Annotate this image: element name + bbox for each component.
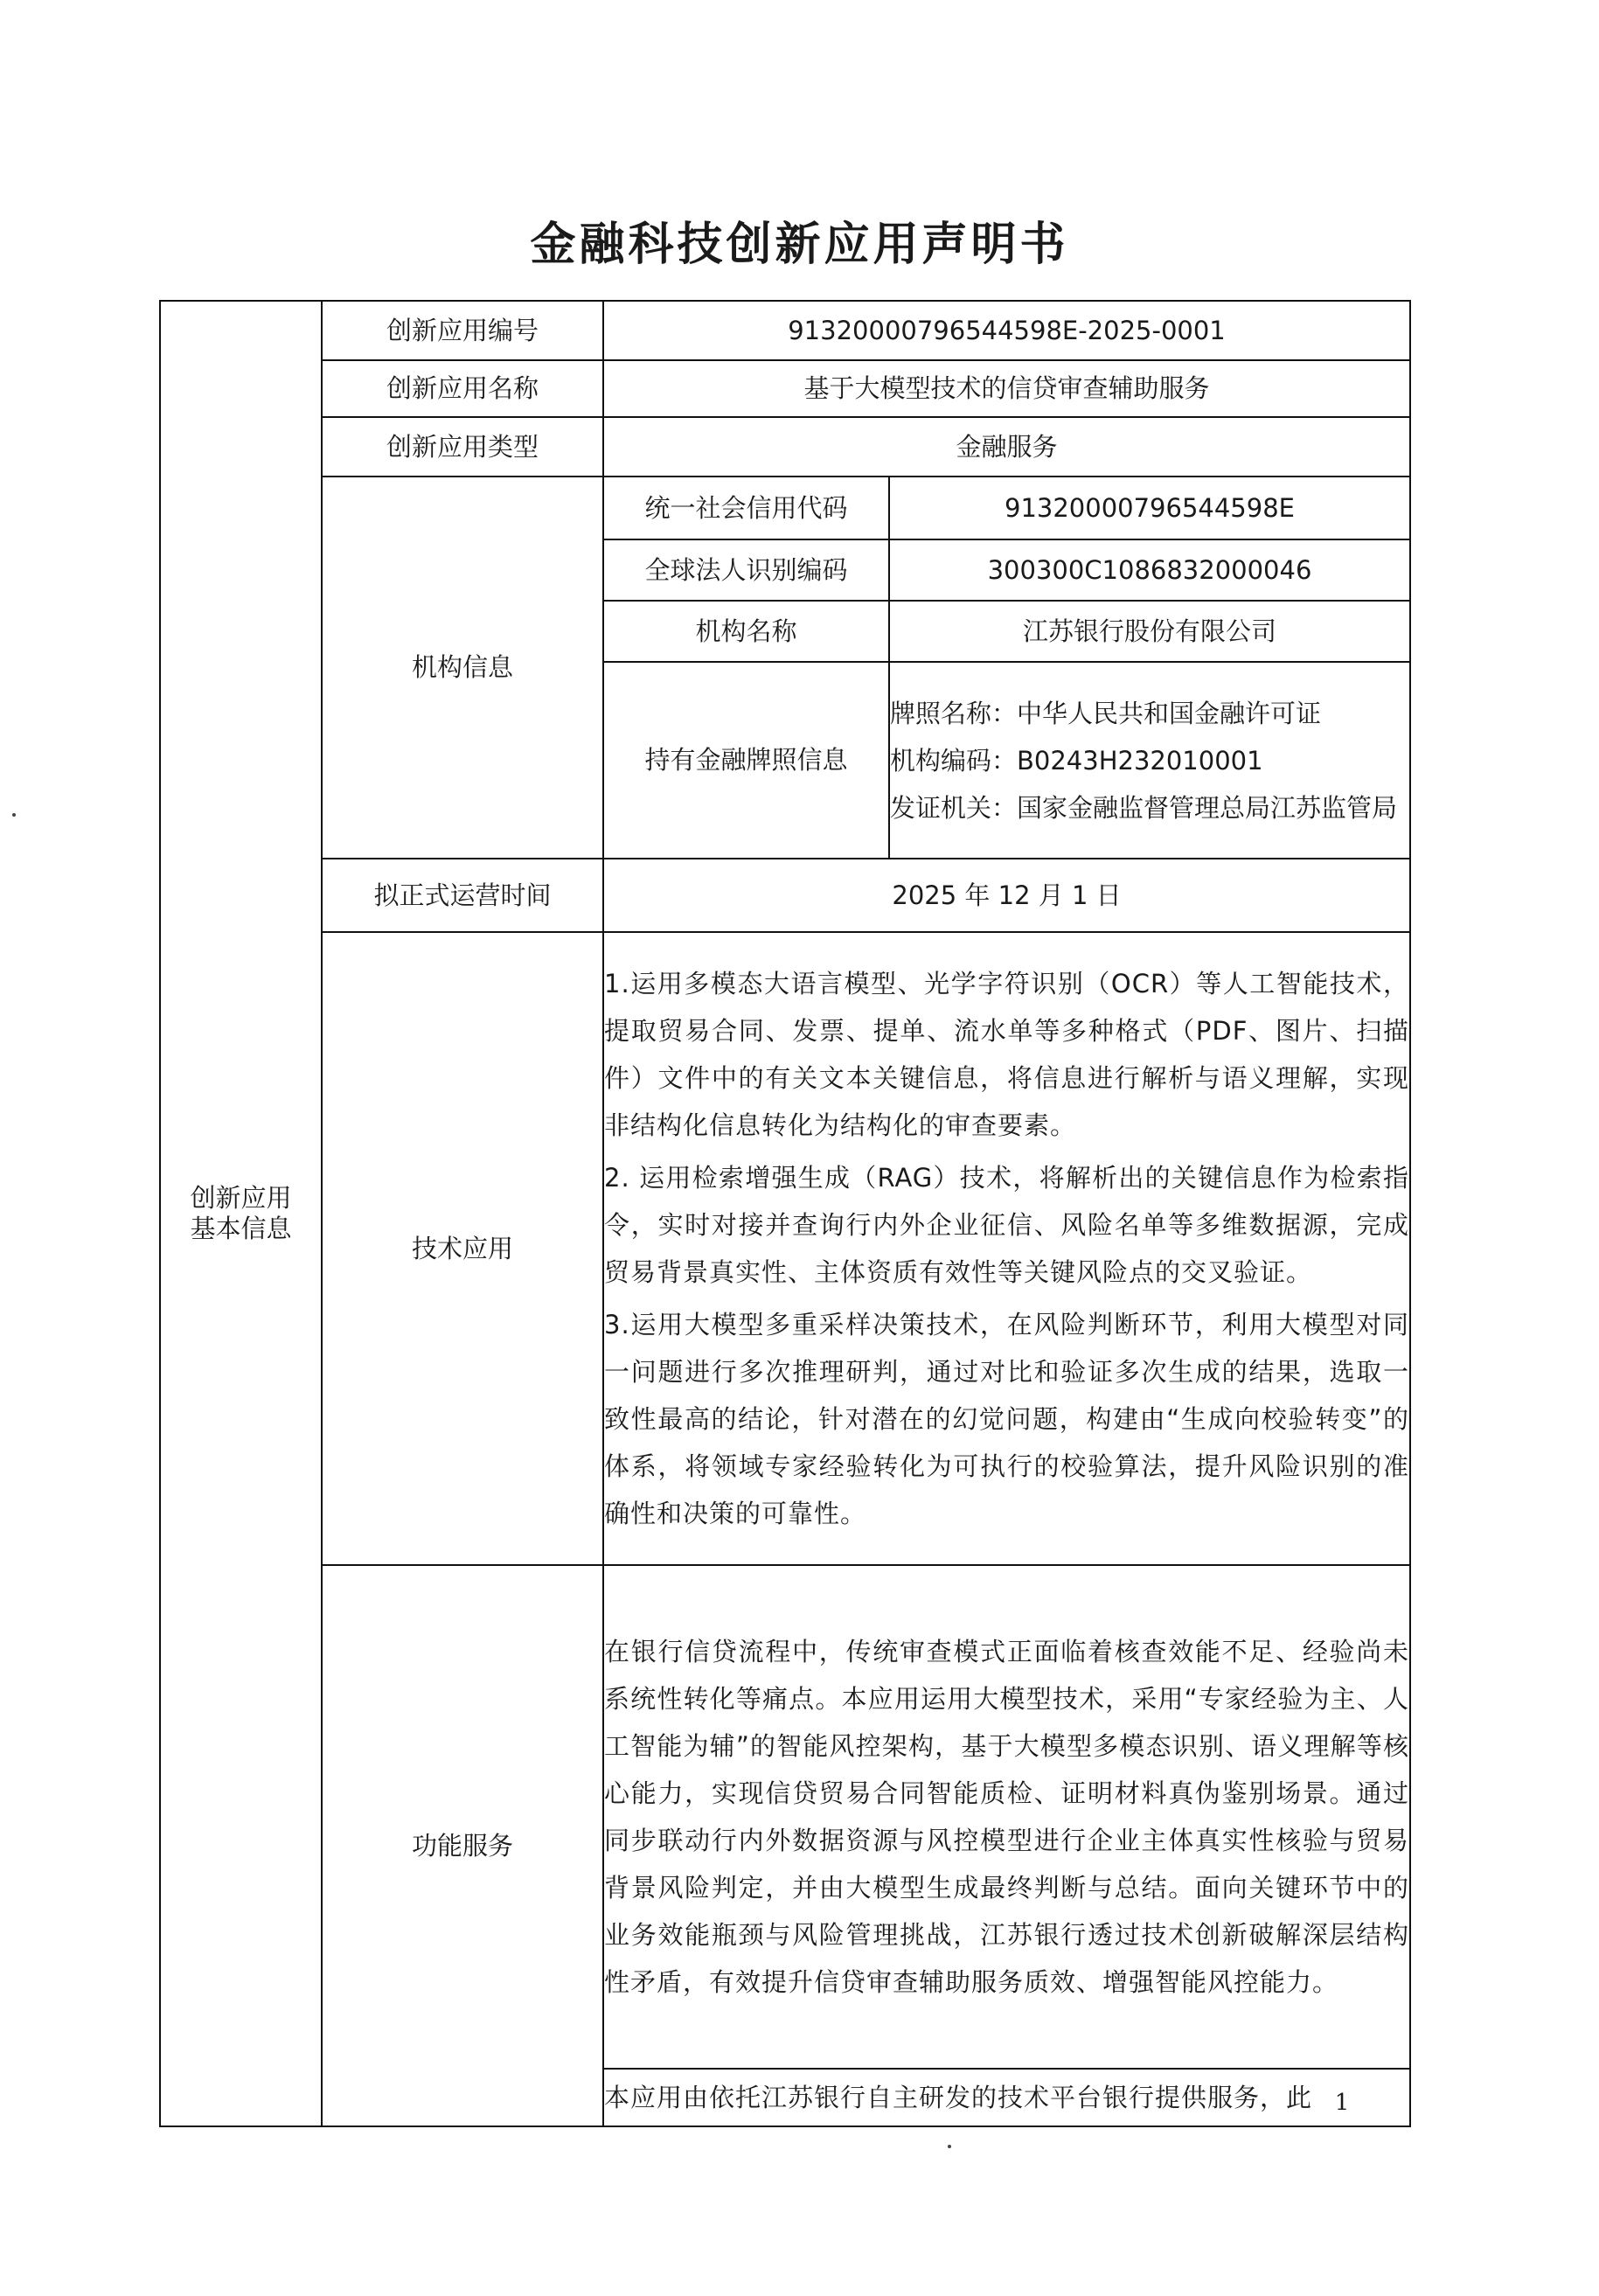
value-lei: 300300C1086832000046 [889, 539, 1410, 601]
license-issuer: 发证机关：国家金融监督管理总局江苏监管局 [890, 792, 1398, 823]
value-org-name: 江苏银行股份有限公司 [889, 601, 1410, 662]
label-app-name: 创新应用名称 [322, 360, 603, 417]
scan-speck [12, 813, 16, 817]
row-operation-time [160, 859, 1410, 932]
section-basic-info [160, 301, 322, 2126]
label-lei: 全球法人识别编码 [603, 539, 889, 601]
label-credit-code: 统一社会信用代码 [603, 477, 889, 539]
row-tech-application [160, 932, 1410, 1565]
function-paragraph: 在银行信贷流程中，传统审查模式正面临着核查效能不足、经验尚未系统性转化等痛点。本应用运用大模型技术，采用“专家经验为主、人工智能为辅”的智能风控架构，基于大模型多模态识别、语义理解等核心能力，实现信贷贸易合同智能质检、证明材料真伪鉴别场景。通过同步联动行内外数据资源与风控模型进行企业主体真实性核验与贸易背景风险判定，并由大模型生成最终判断与总结。面向关键环节中的业务效能瓶颈与风险管理挑战，江苏银行透过技术创新破解深层结构性矛盾，有效提升信贷审查辅助服务质效、增强智能风控能力。 [604, 1637, 1409, 1997]
label-function-service: 功能服务 [322, 1565, 603, 2126]
section-label-line-1: 创新应用 [190, 1183, 292, 1214]
license-org-code: 机构编码：B0243H232010001 [890, 745, 1263, 776]
tech-paragraph: 2. 运用检索增强生成（RAG）技术，将解析出的关键信息作为检索指令，实时对接并查询行内外企业征信、风险名单等多维数据源，完成贸易背景真实性、主体资质有效性等关键风险点的交叉验证。 [604, 1163, 1409, 1287]
section-label-line-2: 基本信息 [190, 1214, 292, 1243]
row-app-number [160, 301, 1410, 360]
value-tech-application [603, 932, 1410, 1565]
value-app-number: 91320000796544598E-2025-0001 [603, 301, 1410, 360]
tech-paragraph: 1.运用多模态大语言模型、光学字符识别（OCR）等人工智能技术，提取贸易合同、发票、提单、流水单等多种格式（PDF、图片、扫描件）文件中的有关文本关键信息，将信息进行解析与语义理解，实现非结构化信息转化为结构化的审查要素。 [604, 969, 1409, 1140]
value-function-service-cont [603, 2069, 1410, 2126]
function-paragraph: 本应用由依托江苏银行自主研发的技术平台银行提供服务，此 [604, 2083, 1313, 2112]
value-credit-code: 91320000796544598E [889, 477, 1410, 539]
value-function-service [603, 1565, 1410, 2069]
label-license: 持有金融牌照信息 [603, 662, 889, 859]
document-title: 金融科技创新应用声明书 [530, 219, 1069, 271]
tech-paragraph: 3.运用大模型多重采样决策技术，在风险判断环节，利用大模型对同一问题进行多次推理研判，通过对比和验证多次生成的结果，选取一致性最高的结论，针对潜在的幻觉问题，构建由“生成向校验转变”的体系，将领域专家经验转化为可执行的校验算法，提升风险识别的准确性和决策的可靠性。 [604, 1310, 1409, 1528]
label-app-number: 创新应用编号 [322, 301, 603, 360]
scan-speck [948, 2145, 951, 2148]
value-app-type: 金融服务 [603, 417, 1410, 477]
value-app-name: 基于大模型技术的信贷审查辅助服务 [603, 360, 1410, 417]
label-app-type: 创新应用类型 [322, 417, 603, 477]
row-app-name [160, 360, 1410, 417]
label-operation-time: 拟正式运营时间 [322, 859, 603, 932]
value-license [889, 662, 1410, 859]
label-tech-application: 技术应用 [322, 932, 603, 1565]
label-org-name: 机构名称 [603, 601, 889, 662]
row-app-type [160, 417, 1410, 477]
value-operation-time: 2025 年 12 月 1 日 [603, 859, 1410, 932]
label-org-info: 机构信息 [322, 477, 603, 859]
declaration-table [159, 300, 1411, 2127]
row-credit-code [160, 477, 1410, 539]
page-number: 1 [1334, 2090, 1350, 2116]
row-function-service [160, 1565, 1410, 2069]
license-name: 牌照名称：中华人民共和国金融许可证 [890, 698, 1322, 728]
